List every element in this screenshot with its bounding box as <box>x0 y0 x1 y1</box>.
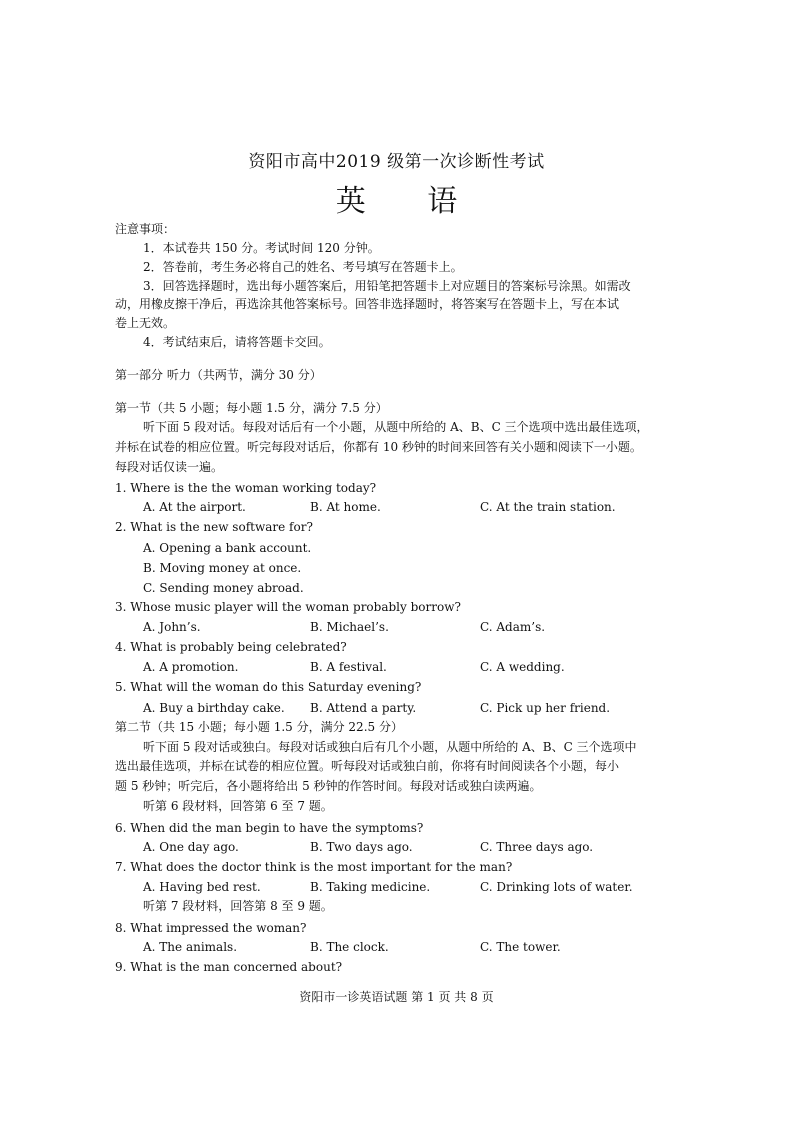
section2-instructions-1: 听下面 5 段对话或独白。每段对话或独白后有几个小题，从题中所给的 A、B、C 三个选项中 <box>143 740 637 754</box>
section2-instructions-3: 题 5 秒钟；听完后，各小题将给出 5 秒钟的作答时间。每段对话或独白读两遍。 <box>115 779 542 793</box>
question-5-option-c: C. Pick up her friend. <box>480 701 611 715</box>
notes-item-2: 2．答卷前，考生务必将自己的姓名、考号填写在答题卡上。 <box>143 260 463 274</box>
section2-instructions-2: 选出最佳选项，并标在试卷的相应位置。听每段对话或独白前，你将有时间阅读各个小题，每小 <box>115 759 620 773</box>
section1-instructions-2: 并标在试卷的相应位置。听完每段对话后，你都有 10 秒钟的时间来回答有关小题和阅读下一小题。 <box>115 440 642 454</box>
question-5-option-b: B. Attend a party. <box>310 701 417 715</box>
question-7-option-c: C. Drinking lots of water. <box>480 880 633 894</box>
question-7-stem: 7. What does the doctor think is the most important for the man? <box>115 860 513 874</box>
question-4-stem: 4. What is probably being celebrated? <box>115 640 347 654</box>
question-3-option-b: B. Michael’s. <box>310 620 389 634</box>
question-2-option-a: A. Opening a bank account. <box>143 541 312 555</box>
notes-item-3-line-3: 卷上无效。 <box>115 316 176 330</box>
subject-title: 英 语 <box>335 184 484 219</box>
question-6-option-a: A. One day ago. <box>143 840 239 854</box>
question-2-stem: 2. What is the new software for? <box>115 520 313 534</box>
section1-instructions-1: 听下面 5 段对话。每段对话后有一个小题，从题中所给的 A、B、C 三个选项中选出最佳选项， <box>143 420 649 434</box>
part1-heading: 第一部分 听力（共两节，满分 30 分） <box>115 368 322 382</box>
question-1-option-a: A. At the airport. <box>143 500 246 514</box>
question-7-option-b: B. Taking medicine. <box>310 880 431 894</box>
question-1-stem: 1. Where is the the woman working today? <box>115 481 377 495</box>
question-7-option-a: A. Having bed rest. <box>143 880 261 894</box>
question-4-option-b: B. A festival. <box>310 660 387 674</box>
question-1-option-c: C. At the train station. <box>480 500 616 514</box>
question-4-option-c: C. A wedding. <box>480 660 565 674</box>
material-7-instruction: 听第 7 段材料，回答第 8 至 9 题。 <box>143 899 333 913</box>
section1-instructions-3: 每段对话仅读一遍。 <box>115 460 224 474</box>
question-8-option-c: C. The tower. <box>480 940 561 954</box>
notes-item-3-line-1: 3．回答选择题时，选出每小题答案后，用铅笔把答题卡上对应题目的答案标号涂黑。如需改 <box>143 279 631 293</box>
question-3-option-a: A. John’s. <box>143 620 201 634</box>
notes-item-3-line-2: 动，用橡皮擦干净后，再选涂其他答案标号。回答非选择题时，将答案写在答题卡上，写在本试 <box>115 297 620 311</box>
question-5-stem: 5. What will the woman do this Saturday evening? <box>115 680 422 694</box>
notes-item-4: 4．考试结束后，请将答题卡交回。 <box>143 335 331 349</box>
question-6-option-b: B. Two days ago. <box>310 840 413 854</box>
page-footer: 资阳市一诊英语试题 第 1 页 共 8 页 <box>299 990 494 1004</box>
notes-item-1: 1．本试卷共 150 分。考试时间 120 分钟。 <box>143 241 380 255</box>
notes-heading: 注意事项： <box>115 222 176 236</box>
question-9-stem: 9. What is the man concerned about? <box>115 960 343 974</box>
section1-heading: 第一节（共 5 小题；每小题 1.5 分，满分 7.5 分） <box>115 401 388 415</box>
question-5-option-a: A. Buy a birthday cake. <box>143 701 285 715</box>
question-3-option-c: C. Adam’s. <box>480 620 546 634</box>
question-8-option-a: A. The animals. <box>143 940 238 954</box>
question-4-option-a: A. A promotion. <box>143 660 239 674</box>
question-6-stem: 6. When did the man begin to have the symptoms? <box>115 821 424 835</box>
question-6-option-c: C. Three days ago. <box>480 840 594 854</box>
question-1-option-b: B. At home. <box>310 500 381 514</box>
section2-heading: 第二节（共 15 小题；每小题 1.5 分，满分 22.5 分） <box>115 720 403 734</box>
question-2-option-c: C. Sending money abroad. <box>143 581 304 595</box>
question-8-stem: 8. What impressed the woman? <box>115 921 307 935</box>
question-2-option-b: B. Moving money at once. <box>143 561 302 575</box>
question-8-option-b: B. The clock. <box>310 940 389 954</box>
material-6-instruction: 听第 6 段材料，回答第 6 至 7 题。 <box>143 799 333 813</box>
question-3-stem: 3. Whose music player will the woman probably borrow? <box>115 600 461 614</box>
exam-title: 资阳市高中2019 级第一次诊断性考试 <box>248 152 545 172</box>
